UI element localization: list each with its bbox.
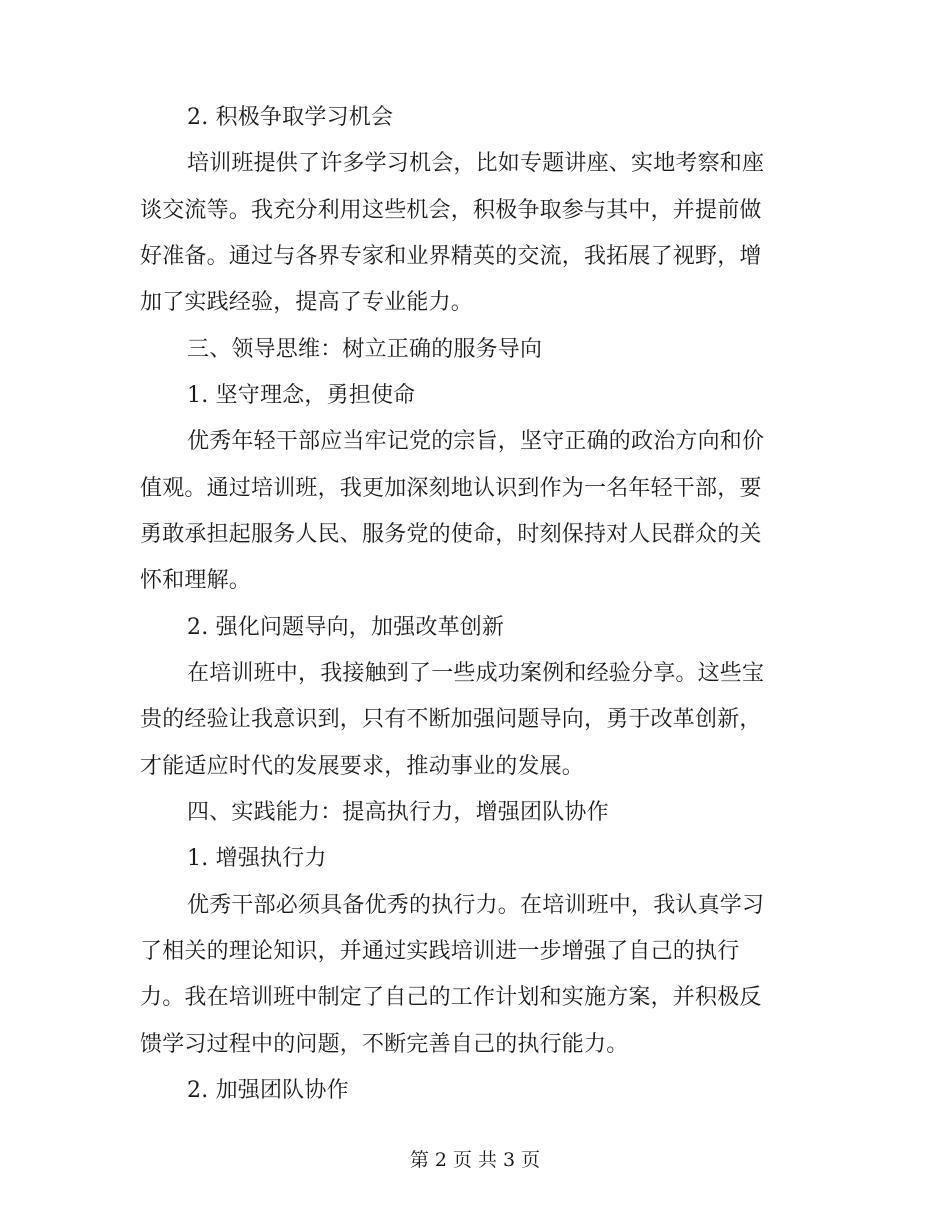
page-footer: 第 2 页 共 3 页 bbox=[409, 1149, 541, 1171]
paragraph-line: 好准备。通过与各界专家和业界精英的交流，我拓展了视野，增 bbox=[140, 244, 762, 269]
subheading-problem-orientation: 2. 强化问题导向，加强改革创新 bbox=[187, 615, 505, 640]
paragraph-line: 力。我在培训班中制定了自己的工作计划和实施方案，并积极反 bbox=[140, 985, 762, 1010]
paragraph-line: 值观。通过培训班，我更加深刻地认识到作为一名年轻干部，要 bbox=[140, 476, 762, 501]
paragraph-line: 优秀年轻干部应当牢记党的宗旨，坚守正确的政治方向和价 bbox=[187, 429, 765, 454]
subheading-seize-learning: 2. 积极争取学习机会 bbox=[187, 105, 394, 130]
paragraph-line: 勇敢承担起服务人民、服务党的使命，时刻保持对人民群众的关 bbox=[140, 522, 762, 547]
section-heading-leadership: 三、领导思维：树立正确的服务导向 bbox=[187, 337, 543, 362]
paragraph-line: 培训班提供了许多学习机会，比如专题讲座、实地考察和座 bbox=[187, 151, 765, 176]
subheading-execution: 1. 增强执行力 bbox=[187, 846, 327, 871]
paragraph-line: 贵的经验让我意识到，只有不断加强问题导向，勇于改革创新， bbox=[140, 707, 762, 732]
paragraph-line: 加了实践经验，提高了专业能力。 bbox=[140, 290, 474, 315]
paragraph-line: 谈交流等。我充分利用这些机会，积极争取参与其中，并提前做 bbox=[140, 198, 762, 223]
paragraph-line: 馈学习过程中的问题，不断完善自己的执行能力。 bbox=[140, 1032, 629, 1057]
section-heading-practice: 四、实践能力：提高执行力，增强团队协作 bbox=[187, 800, 609, 825]
paragraph-line: 怀和理解。 bbox=[140, 568, 252, 593]
paragraph-line: 在培训班中，我接触到了一些成功案例和经验分享。这些宝 bbox=[187, 661, 765, 686]
subheading-uphold-mission: 1. 坚守理念，勇担使命 bbox=[187, 383, 416, 408]
subheading-teamwork: 2. 加强团队协作 bbox=[187, 1078, 349, 1103]
paragraph-line: 才能适应时代的发展要求，推动事业的发展。 bbox=[140, 754, 585, 779]
paragraph-line: 优秀干部必须具备优秀的执行力。在培训班中，我认真学习 bbox=[187, 893, 765, 918]
paragraph-line: 了相关的理论知识，并通过实践培训进一步增强了自己的执行 bbox=[140, 939, 740, 964]
